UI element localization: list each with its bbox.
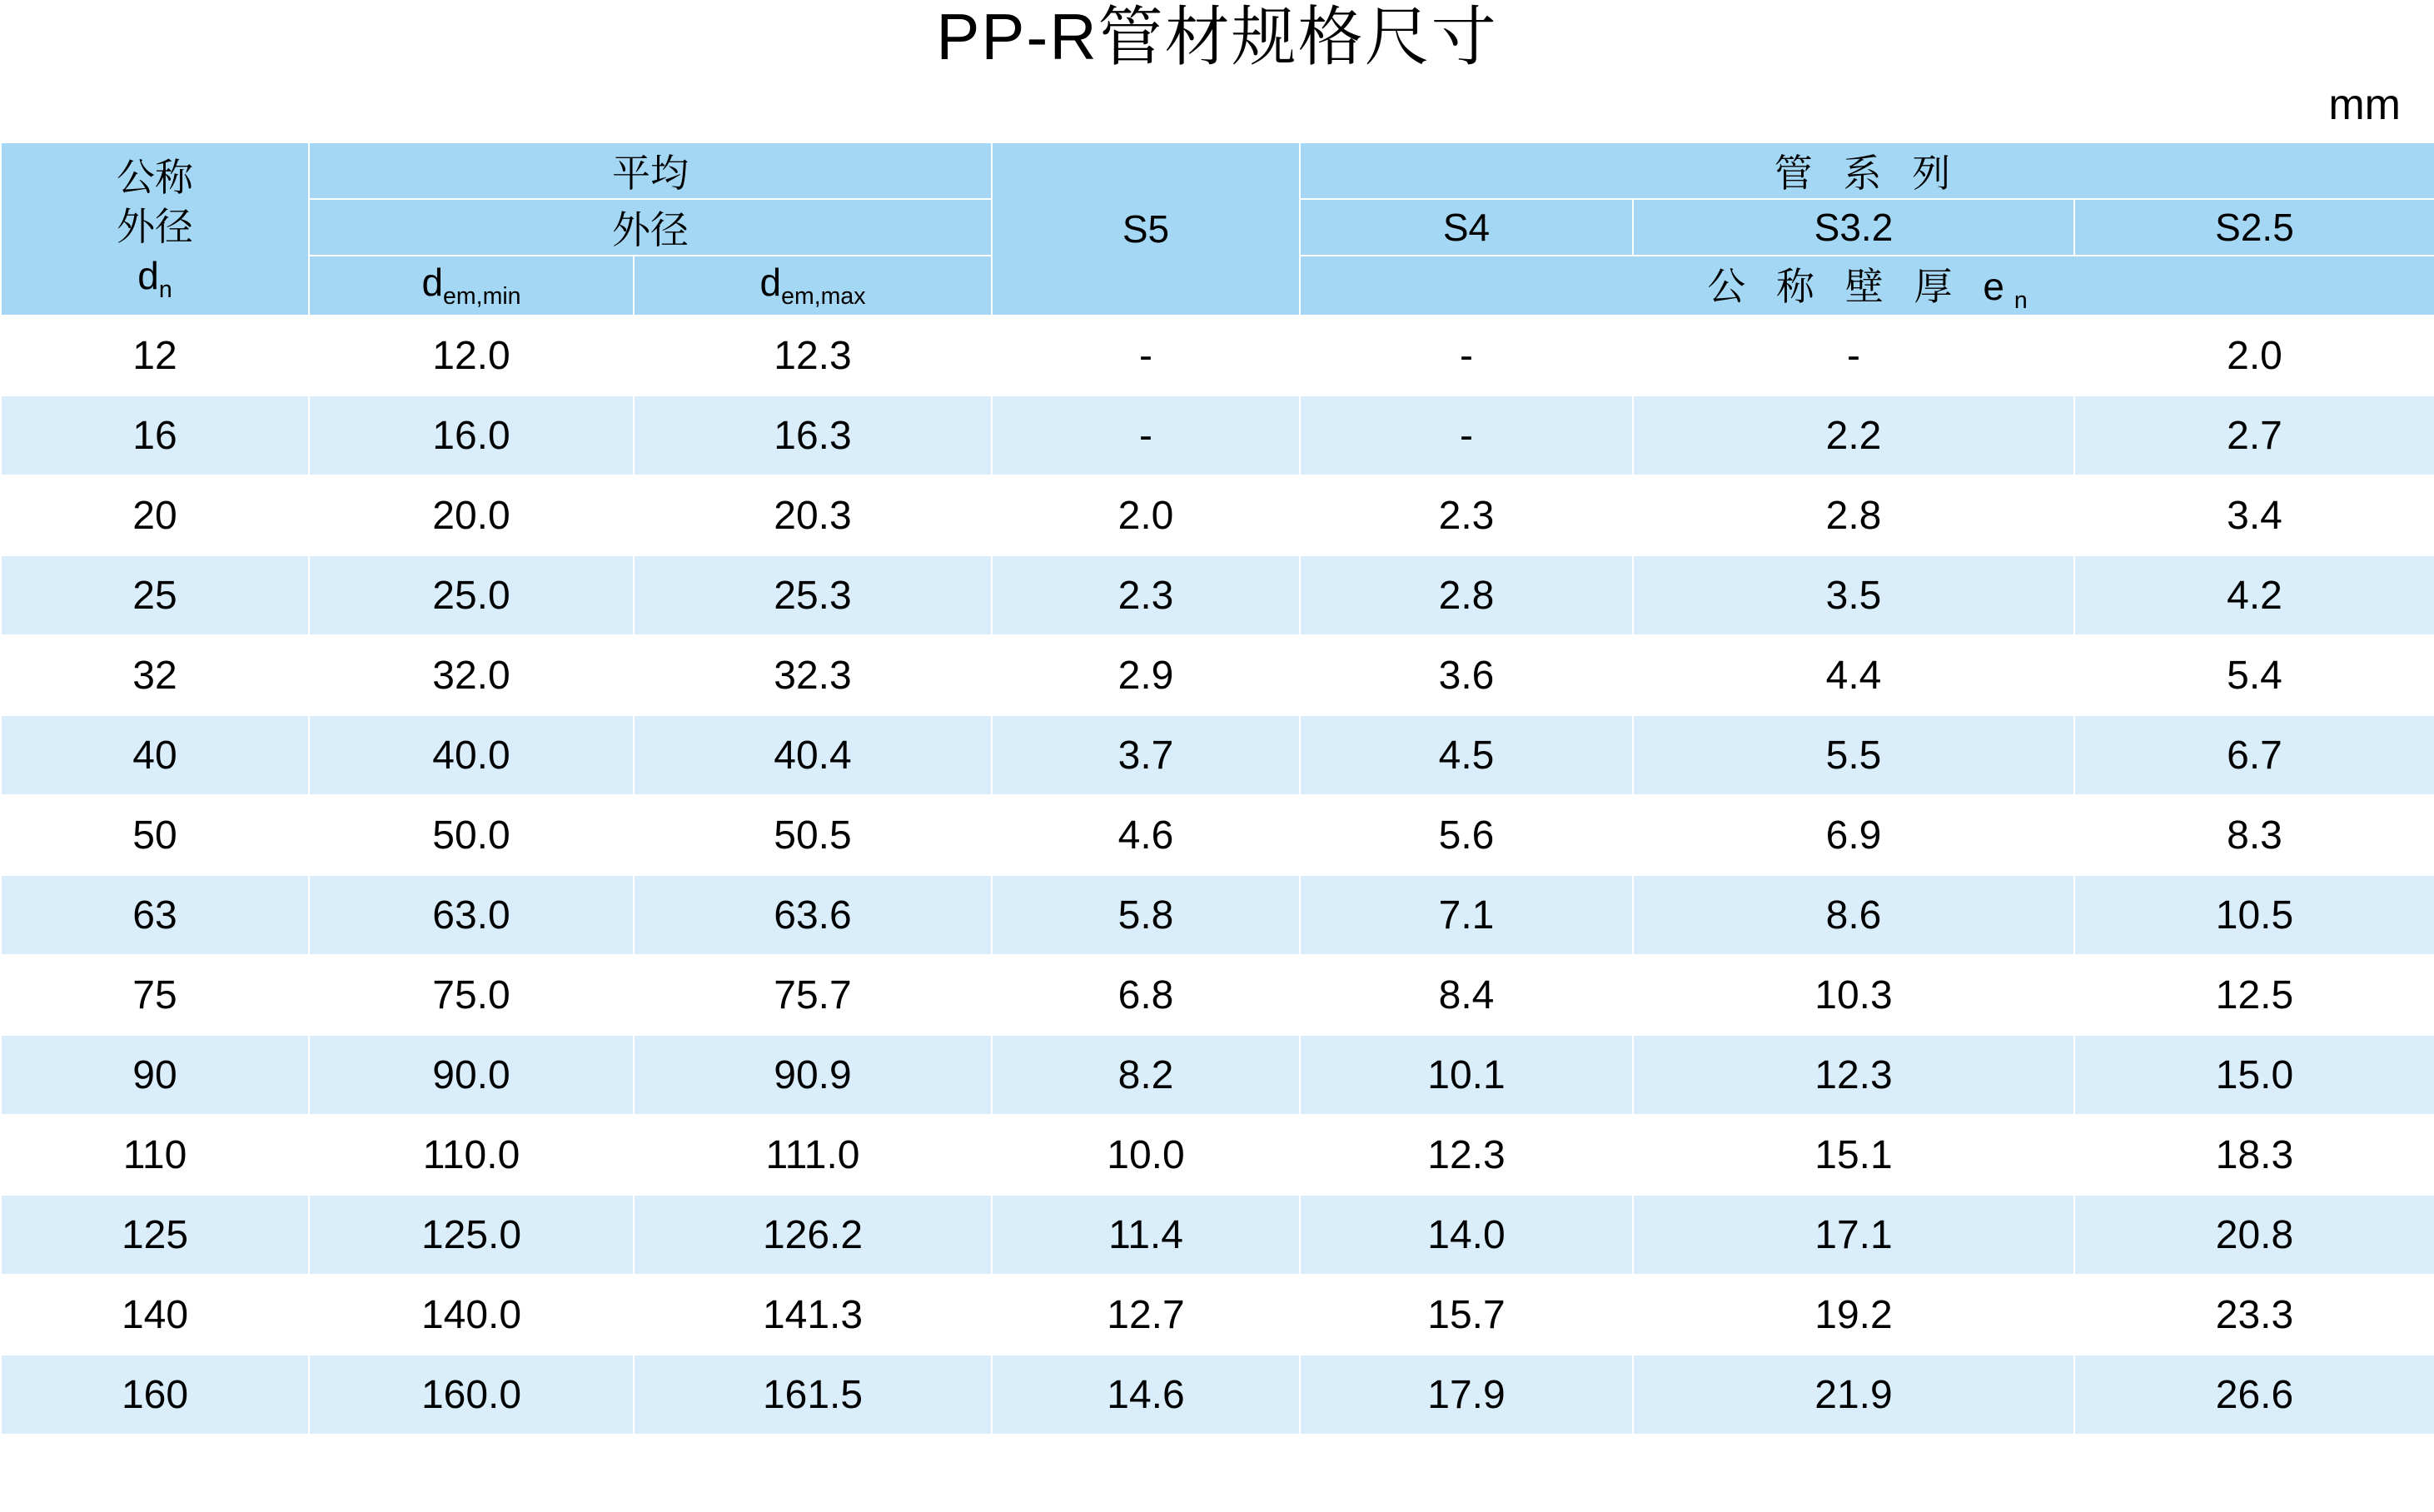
cell-s4: - — [1300, 395, 1633, 475]
cell-s2-5: 5.4 — [2074, 635, 2434, 715]
cell-s5: 4.6 — [992, 795, 1300, 875]
cell-dem-min: 12.0 — [309, 316, 634, 395]
cell-s3-2: 10.3 — [1633, 955, 2074, 1035]
header-dem-max — [634, 256, 992, 316]
table-row — [1, 1115, 2434, 1195]
cell-dem-min: 16.0 — [309, 395, 634, 475]
header-nominal-wall-thickness-label: 公 称 壁 厚 e — [1707, 264, 2014, 308]
header-s3-2: S3.2 — [1633, 199, 2074, 256]
cell-nominal-od: 160 — [1, 1355, 309, 1435]
cell-s5: 14.6 — [992, 1355, 1300, 1435]
cell-s4: 15.7 — [1300, 1275, 1633, 1355]
cell-dem-min: 25.0 — [309, 555, 634, 635]
header-mean-outside-diameter-line1: 平均 — [309, 142, 992, 199]
cell-s2-5: 10.5 — [2074, 875, 2434, 955]
header-nominal-od-symbol: d — [137, 253, 159, 297]
cell-s3-2: 12.3 — [1633, 1035, 2074, 1115]
table-row — [1, 555, 2434, 635]
table-row — [1, 875, 2434, 955]
table-row — [1, 635, 2434, 715]
cell-nominal-od: 40 — [1, 715, 309, 795]
cell-dem-min: 40.0 — [309, 715, 634, 795]
cell-s5: 12.7 — [992, 1275, 1300, 1355]
table-row — [1, 1355, 2434, 1435]
table-row — [1, 316, 2434, 395]
table-row — [1, 1035, 2434, 1115]
cell-dem-max: 16.3 — [634, 395, 992, 475]
header-s4: S4 — [1300, 199, 1633, 256]
table-header — [1, 142, 2434, 316]
cell-s2-5: 3.4 — [2074, 475, 2434, 555]
header-pipe-series: 管 系 列 — [1300, 142, 2434, 199]
cell-s4: 2.3 — [1300, 475, 1633, 555]
cell-s4: 17.9 — [1300, 1355, 1633, 1435]
table-body — [1, 316, 2434, 1435]
cell-dem-min: 50.0 — [309, 795, 634, 875]
cell-s3-2: 5.5 — [1633, 715, 2074, 795]
header-dem-min-symbol: d — [421, 261, 444, 305]
cell-s4: 14.0 — [1300, 1195, 1633, 1275]
cell-s2-5: 4.2 — [2074, 555, 2434, 635]
table-row — [1, 475, 2434, 555]
cell-dem-max: 126.2 — [634, 1195, 992, 1275]
header-dem-min — [309, 256, 634, 316]
cell-s5: 6.8 — [992, 955, 1300, 1035]
cell-s2-5: 15.0 — [2074, 1035, 2434, 1115]
cell-nominal-od: 125 — [1, 1195, 309, 1275]
cell-s5: 5.8 — [992, 875, 1300, 955]
cell-s3-2: 17.1 — [1633, 1195, 2074, 1275]
cell-dem-max: 50.5 — [634, 795, 992, 875]
cell-nominal-od: 140 — [1, 1275, 309, 1355]
cell-s2-5: 2.7 — [2074, 395, 2434, 475]
cell-s3-2: 21.9 — [1633, 1355, 2074, 1435]
cell-s3-2: 8.6 — [1633, 875, 2074, 955]
cell-s4: 2.8 — [1300, 555, 1633, 635]
cell-dem-min: 160.0 — [309, 1355, 634, 1435]
cell-s5: 2.3 — [992, 555, 1300, 635]
cell-dem-max: 20.3 — [634, 475, 992, 555]
cell-s4: 5.6 — [1300, 795, 1633, 875]
cell-s2-5: 23.3 — [2074, 1275, 2434, 1355]
cell-s4: - — [1300, 316, 1633, 395]
cell-dem-max: 141.3 — [634, 1275, 992, 1355]
cell-s4: 3.6 — [1300, 635, 1633, 715]
cell-dem-max: 40.4 — [634, 715, 992, 795]
cell-s4: 12.3 — [1300, 1115, 1633, 1195]
cell-s5: 3.7 — [992, 715, 1300, 795]
cell-dem-max: 111.0 — [634, 1115, 992, 1195]
cell-dem-min: 140.0 — [309, 1275, 634, 1355]
cell-nominal-od: 20 — [1, 475, 309, 555]
cell-s5: 2.0 — [992, 475, 1300, 555]
cell-s4: 10.1 — [1300, 1035, 1633, 1115]
cell-s2-5: 12.5 — [2074, 955, 2434, 1035]
cell-s5: - — [992, 395, 1300, 475]
header-dem-max-symbol: d — [759, 261, 782, 305]
header-nominal-od-symbol-sub: n — [158, 276, 172, 303]
header-nominal-od-line1: 公称 — [117, 155, 193, 199]
unit-label: mm — [2328, 80, 2401, 129]
cell-s2-5: 18.3 — [2074, 1115, 2434, 1195]
cell-s5: - — [992, 316, 1300, 395]
cell-nominal-od: 63 — [1, 875, 309, 955]
cell-s4: 7.1 — [1300, 875, 1633, 955]
cell-dem-max: 32.3 — [634, 635, 992, 715]
cell-s2-5: 2.0 — [2074, 316, 2434, 395]
cell-dem-min: 75.0 — [309, 955, 634, 1035]
cell-s2-5: 8.3 — [2074, 795, 2434, 875]
cell-s2-5: 26.6 — [2074, 1355, 2434, 1435]
cell-nominal-od: 16 — [1, 395, 309, 475]
header-s2-5: S2.5 — [2074, 199, 2434, 256]
cell-dem-min: 90.0 — [309, 1035, 634, 1115]
header-row-1 — [1, 142, 2434, 199]
page-title: PP-R管材规格尺寸 — [936, 0, 1498, 73]
table-row — [1, 1275, 2434, 1355]
cell-dem-max: 75.7 — [634, 955, 992, 1035]
header-s5: S5 — [992, 142, 1300, 316]
cell-s3-2: 2.8 — [1633, 475, 2074, 555]
header-nominal-od-line2: 外径 — [117, 204, 193, 248]
cell-nominal-od: 32 — [1, 635, 309, 715]
header-nominal-wall-thickness-sub: n — [2013, 287, 2028, 315]
table-row — [1, 955, 2434, 1035]
cell-dem-max: 63.6 — [634, 875, 992, 955]
cell-dem-min: 125.0 — [309, 1195, 634, 1275]
cell-nominal-od: 90 — [1, 1035, 309, 1115]
cell-s3-2: 4.4 — [1633, 635, 2074, 715]
cell-s3-2: 19.2 — [1633, 1275, 2074, 1355]
pipe-spec-table — [0, 142, 2434, 1435]
cell-s4: 4.5 — [1300, 715, 1633, 795]
header-nominal-wall-thickness — [1300, 256, 2434, 316]
header-mean-outside-diameter-line2: 外径 — [309, 199, 992, 256]
header-nominal-od-symbol-wrap — [2, 251, 308, 306]
header-dem-min-sub: em,min — [443, 283, 521, 311]
cell-s3-2: - — [1633, 316, 2074, 395]
header-nominal-outside-diameter — [1, 142, 309, 316]
cell-dem-min: 110.0 — [309, 1115, 634, 1195]
cell-s4: 8.4 — [1300, 955, 1633, 1035]
cell-dem-min: 20.0 — [309, 475, 634, 555]
cell-s3-2: 15.1 — [1633, 1115, 2074, 1195]
header-dem-max-sub: em,max — [781, 283, 866, 311]
table-row — [1, 715, 2434, 795]
cell-nominal-od: 110 — [1, 1115, 309, 1195]
table-row — [1, 395, 2434, 475]
cell-nominal-od: 75 — [1, 955, 309, 1035]
cell-s2-5: 20.8 — [2074, 1195, 2434, 1275]
table-row — [1, 1195, 2434, 1275]
cell-s3-2: 3.5 — [1633, 555, 2074, 635]
cell-s5: 11.4 — [992, 1195, 1300, 1275]
cell-dem-min: 63.0 — [309, 875, 634, 955]
cell-s3-2: 2.2 — [1633, 395, 2074, 475]
cell-nominal-od: 50 — [1, 795, 309, 875]
cell-s5: 10.0 — [992, 1115, 1300, 1195]
cell-dem-max: 25.3 — [634, 555, 992, 635]
cell-dem-max: 12.3 — [634, 316, 992, 395]
cell-nominal-od: 12 — [1, 316, 309, 395]
cell-s2-5: 6.7 — [2074, 715, 2434, 795]
cell-s5: 2.9 — [992, 635, 1300, 715]
table-row — [1, 795, 2434, 875]
cell-dem-min: 32.0 — [309, 635, 634, 715]
cell-s5: 8.2 — [992, 1035, 1300, 1115]
cell-dem-max: 90.9 — [634, 1035, 992, 1115]
cell-nominal-od: 25 — [1, 555, 309, 635]
cell-s3-2: 6.9 — [1633, 795, 2074, 875]
cell-dem-max: 161.5 — [634, 1355, 992, 1435]
